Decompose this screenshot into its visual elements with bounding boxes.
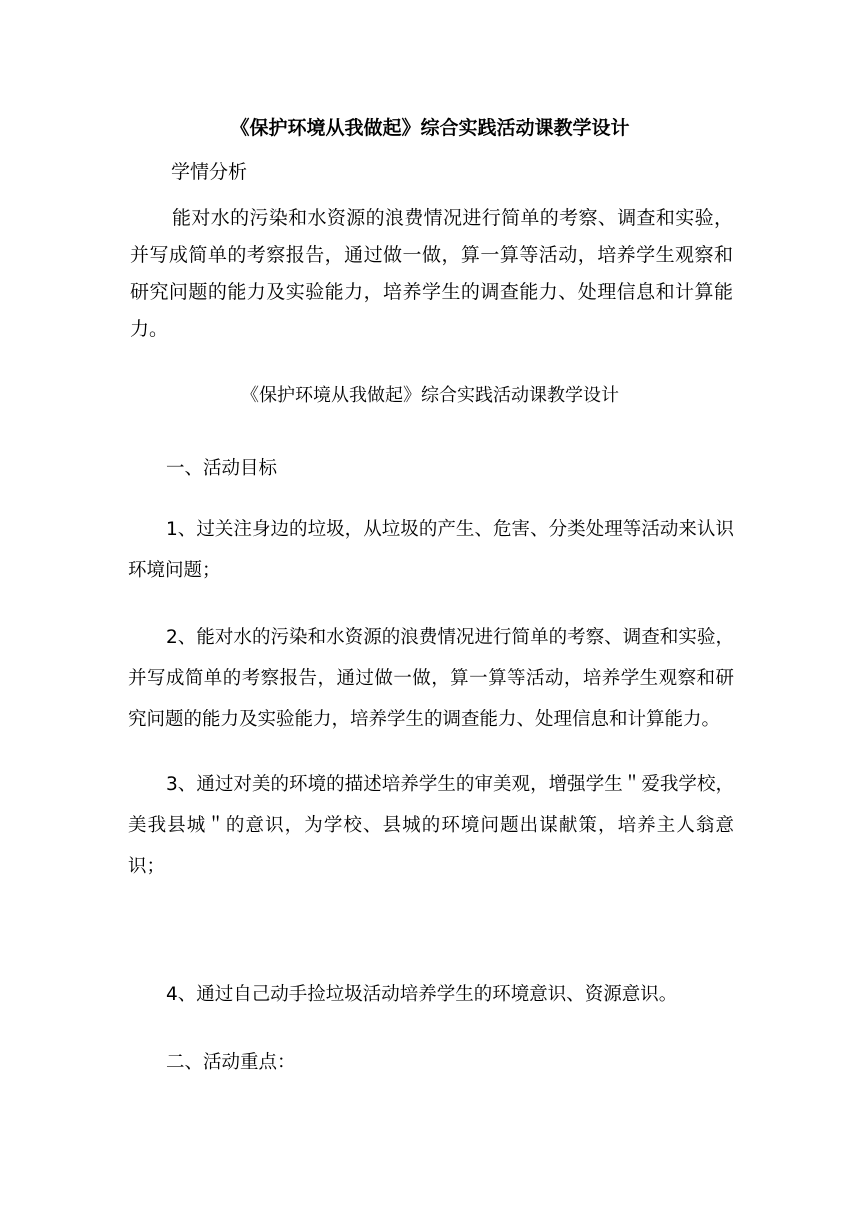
goal-item-4: 4、通过自己动手捡垃圾活动培养学生的环境意识、资源意识。 bbox=[166, 984, 678, 1005]
goal-item-1: 1、过关注身边的垃圾，从垃圾的产生、危害、分类处理等活动来认识环境问题； bbox=[128, 519, 734, 581]
section-heading-analysis: 学情分析 bbox=[171, 161, 248, 183]
heading-activity-key-points: 二、活动重点： bbox=[166, 1052, 296, 1073]
goal-item-3: 3、通过对美的环境的描述培养学生的审美观，增强学生＂爱我学校，美我县城＂的意识，为学校、县城的环境问题出谋献策，培养主人翁意识； bbox=[128, 774, 734, 877]
heading-activity-goals: 一、活动目标 bbox=[166, 458, 278, 479]
document-title: 《保护环境从我做起》综合实践活动课教学设计 bbox=[230, 117, 630, 139]
analysis-paragraph: 能对水的污染和水资源的浪费情况进行简单的考察、调查和实验，并写成简单的考察报告，通过做一做，算一算等活动，培养学生观察和研究问题的能力及实验能力，培养学生的调查能力、处理信息和计算能力。 bbox=[130, 207, 733, 340]
goal-item-2: 2、能对水的污染和水资源的浪费情况进行简单的考察、调查和实验，并写成简单的考察报告，通过做一做，算一算等活动，培养学生观察和研究问题的能力及实验能力，培养学生的调查能力、处理信息和计算能力。 bbox=[128, 627, 734, 730]
document-subtitle: 《保护环境从我做起》综合实践活动课教学设计 bbox=[241, 385, 619, 406]
